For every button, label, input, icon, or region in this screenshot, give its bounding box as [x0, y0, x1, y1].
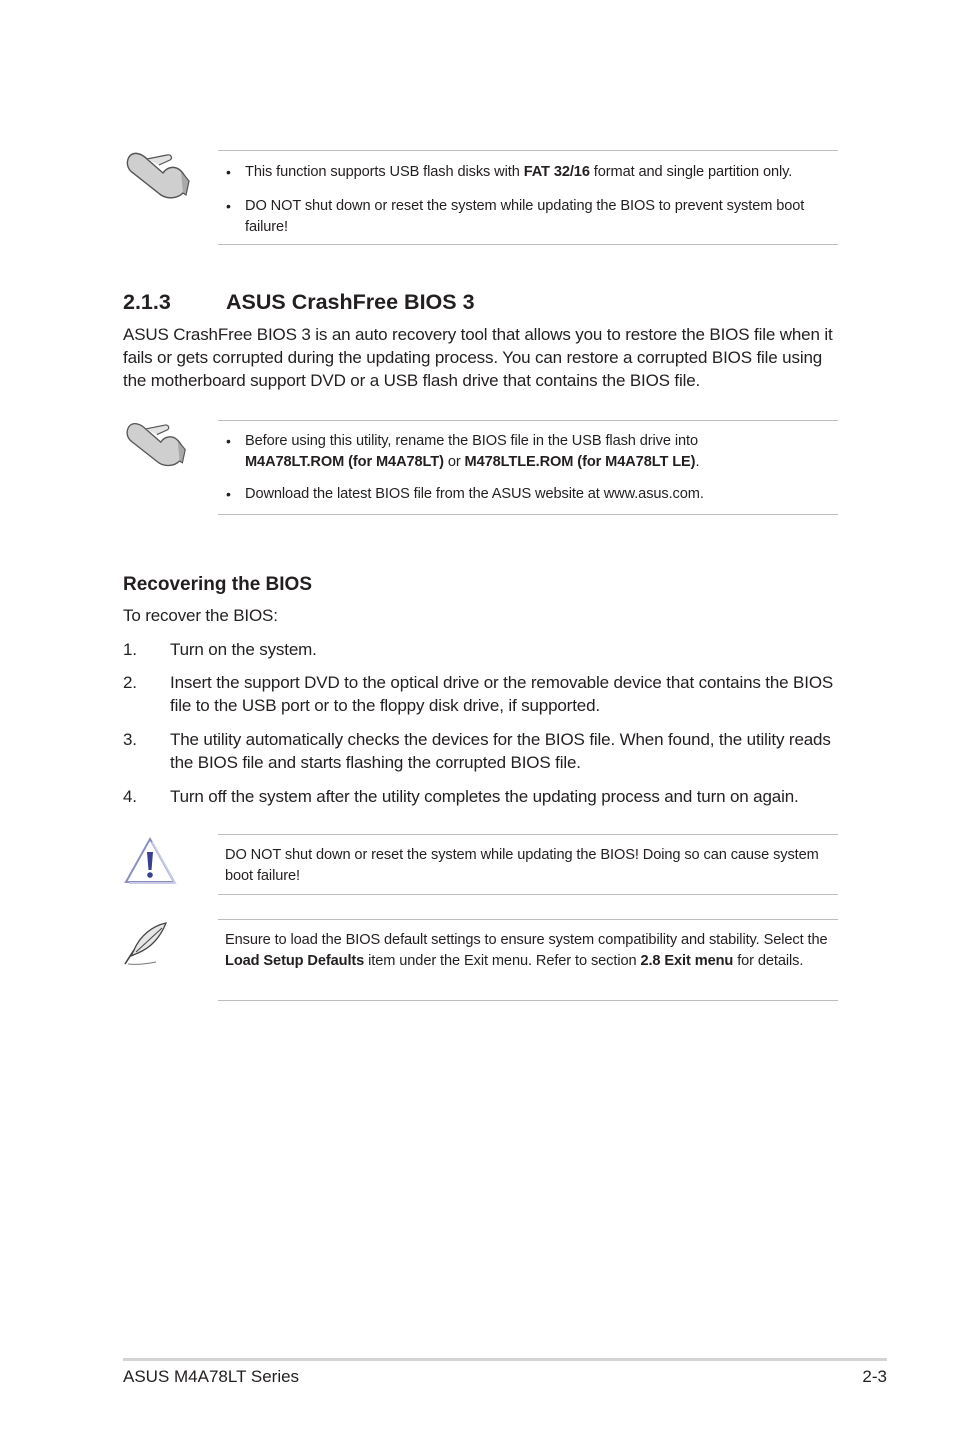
- step-number: 2.: [123, 673, 137, 692]
- text-run: Ensure to load the BIOS default settings to ensure system compatibility and stability. Select the: [225, 932, 828, 948]
- text-run: or: [443, 454, 465, 470]
- bold-run: Load Setup Defaults: [225, 953, 365, 969]
- bold-run: 2.8 Exit menu: [640, 953, 734, 969]
- bold-run: FAT 32/16: [523, 164, 590, 180]
- bullet: •: [226, 486, 231, 502]
- section-number: 2.1.3: [123, 290, 171, 314]
- bullet: •: [226, 198, 231, 214]
- note-box-usb: [218, 150, 838, 245]
- section-title: ASUS CrashFree BIOS 3: [226, 290, 475, 314]
- footer-page-number: 2-3: [862, 1367, 887, 1386]
- footer-left: ASUS M4A78LT Series: [123, 1367, 300, 1386]
- step-text: Insert the support DVD to the optical drive or the removable device that contains the BIOS file to the USB port or to the floppy disk drive, if supported.: [170, 673, 834, 715]
- text-run: .: [695, 454, 700, 470]
- text-run: This function supports USB flash disks with: [245, 164, 524, 180]
- note-download-bios: Download the latest BIOS file from the ASUS website at www.asus.com.: [245, 486, 704, 502]
- step-number: 1.: [123, 640, 137, 659]
- note-box-rename: [218, 420, 838, 515]
- bold-run: M4A78LT.ROM (for M4A78LT): [245, 454, 444, 470]
- footer-rule: [123, 1358, 887, 1361]
- bold-run: M478LTLE.ROM (for M4A78LT LE): [464, 454, 696, 470]
- hand-note-icon: [123, 417, 189, 471]
- bullet: •: [226, 164, 231, 180]
- text-run: format and single partition only.: [589, 164, 793, 180]
- warning-text: DO NOT shut down or reset the system while updating the BIOS! Doing so can cause system boot failure!: [225, 847, 819, 884]
- note-do-not-shutdown: DO NOT shut down or reset the system while updating the BIOS to prevent system boot failure!: [245, 198, 805, 235]
- step-text: Turn off the system after the utility completes the updating process and turn on again.: [170, 787, 799, 806]
- warning-box: [218, 834, 838, 895]
- step-number: 4.: [123, 787, 137, 806]
- step-text: The utility automatically checks the devices for the BIOS file. When found, the utility reads the BIOS file and starts flashing the corrupted BIOS file.: [170, 730, 831, 772]
- step-text: Turn on the system.: [170, 640, 317, 659]
- recover-lead: To recover the BIOS:: [123, 606, 278, 625]
- bullet: •: [226, 433, 231, 449]
- subsection-title: Recovering the BIOS: [123, 574, 312, 595]
- text-run: item under the Exit menu. Refer to section: [364, 953, 641, 969]
- step-number: 3.: [123, 730, 137, 749]
- hand-note-icon: [123, 147, 193, 203]
- note-load-defaults: [225, 930, 838, 972]
- text-run: Before using this utility, rename the BIOS file in the USB flash drive into: [245, 433, 698, 449]
- section-intro: ASUS CrashFree BIOS 3 is an auto recovery tool that allows you to restore the BIOS file when it fails or gets corrupted during the updating process. You can restore a corrupted BIOS file using the motherboard support DVD or a USB flash drive that contains the BIOS file.: [123, 325, 833, 390]
- feather-pen-icon: [122, 920, 170, 968]
- note-usb-format: [245, 162, 838, 183]
- note-rename-bios: [245, 431, 838, 473]
- note-box-defaults: [218, 919, 838, 1001]
- warning-icon: [123, 836, 177, 886]
- text-run: for details.: [733, 953, 804, 969]
